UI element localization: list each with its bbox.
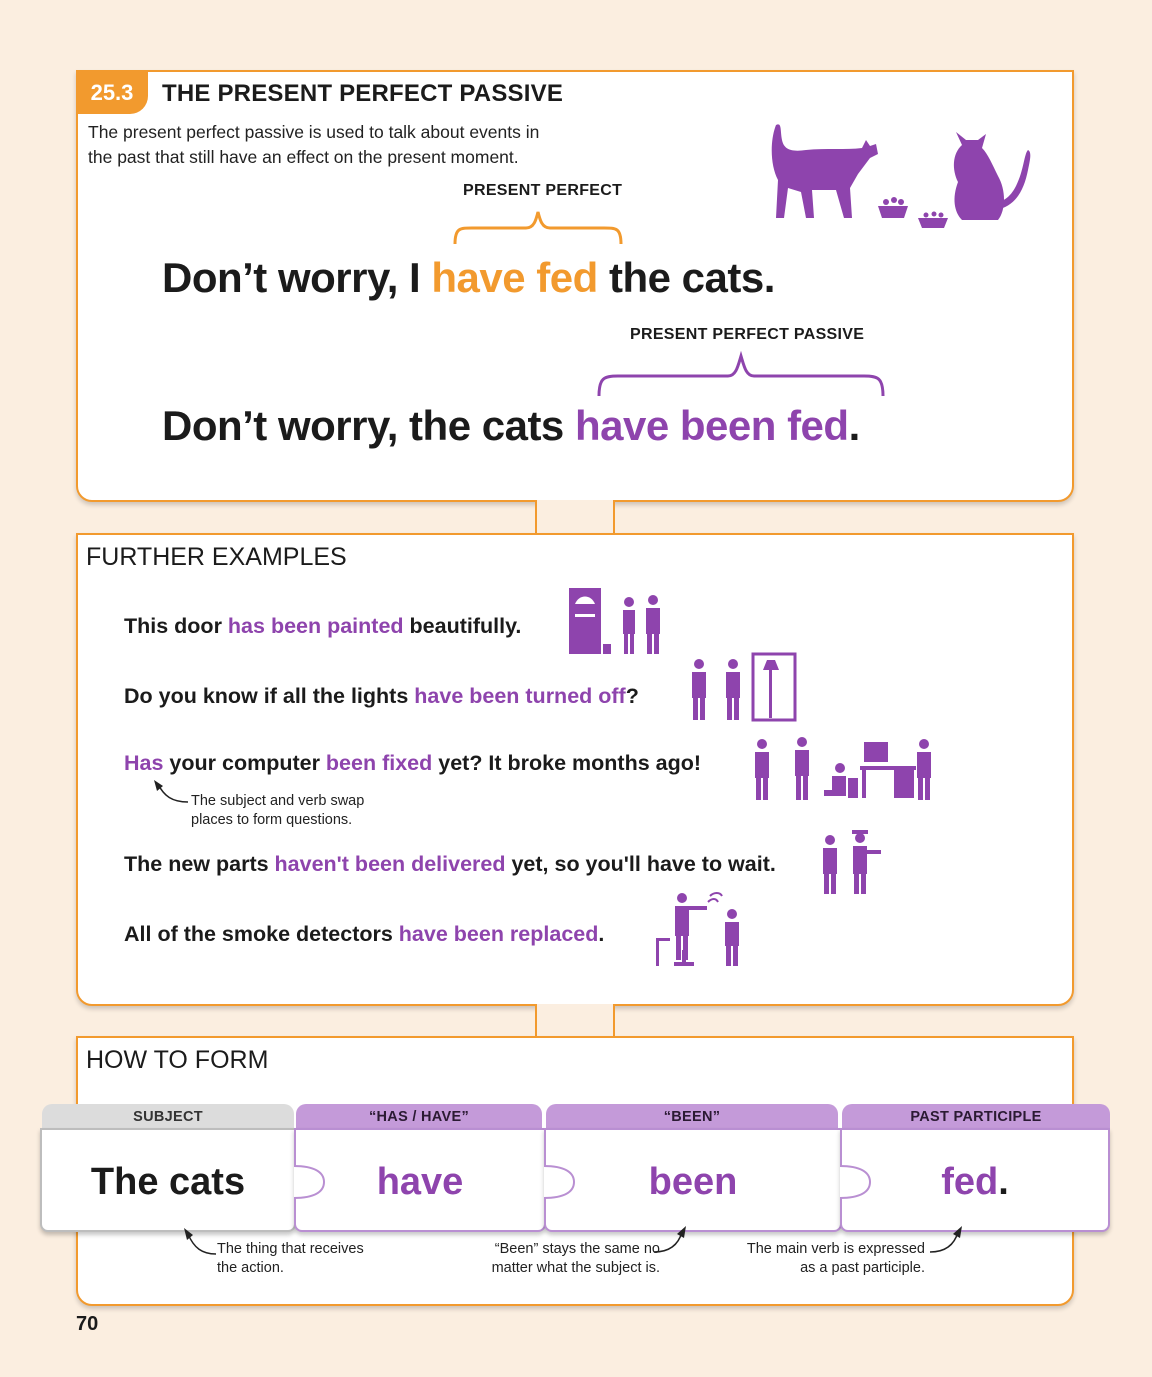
active-sentence	[162, 254, 775, 302]
ex-text: .	[598, 922, 605, 946]
ex-text: The new parts	[124, 852, 275, 876]
past-participle-column-header: PAST PARTICIPLE	[842, 1104, 1110, 1130]
painted-door-icon	[567, 586, 667, 656]
present-perfect-label: PRESENT PERFECT	[463, 182, 623, 199]
ex-highlight: has been painted	[227, 614, 404, 638]
ex-text: Do you know if all the lights	[124, 684, 415, 708]
smoke-detector-icon	[652, 888, 748, 970]
passive-before: Don’t worry, the cats	[162, 402, 575, 449]
example-sentence-3	[124, 751, 701, 776]
subject-cell: The cats	[40, 1128, 296, 1232]
participle-note: The main verb is expressed as a past participle.	[746, 1241, 925, 1276]
present-perfect-passive-label: PRESENT PERFECT PASSIVE	[630, 326, 865, 343]
ex-text: yet, so you'll have to wait.	[505, 852, 776, 876]
ex-text: ?	[625, 684, 639, 708]
participle-word: fed	[941, 1161, 999, 1203]
example-sentence-2	[124, 684, 639, 709]
lights-off-icon	[683, 652, 799, 722]
page-number: 70	[76, 1313, 99, 1335]
ex-highlight: been fixed	[325, 751, 433, 775]
has-have-column-header: “HAS / HAVE”	[296, 1104, 542, 1130]
ex-text: This door	[124, 614, 228, 638]
how-to-form-heading: HOW TO FORM	[86, 1046, 269, 1074]
ex-text: yet? It broke months ago!	[432, 751, 702, 775]
been-note: “Been” stays the same no matter what the subject is.	[491, 1241, 660, 1276]
past-participle-cell	[840, 1128, 1110, 1232]
arrow-icon	[152, 778, 192, 808]
panel-connector	[535, 500, 615, 535]
section-number: 25.3	[76, 70, 148, 114]
active-highlight: have fed	[431, 254, 598, 301]
ex-highlight: Has	[124, 751, 164, 775]
brace-present-perfect	[452, 206, 624, 246]
puzzle-connector-icon	[542, 1162, 582, 1202]
ex-text: your computer	[163, 751, 326, 775]
active-after: the cats.	[597, 254, 775, 301]
passive-highlight: have been fed	[574, 402, 849, 449]
subject-note: The thing that receives the action.	[217, 1241, 364, 1276]
ex-highlight: have been turned off	[414, 684, 626, 708]
example-sentence-4	[124, 852, 776, 877]
section-title: THE PRESENT PERFECT PASSIVE	[162, 80, 564, 107]
delivery-icon	[816, 828, 886, 896]
arrow-icon	[926, 1222, 966, 1258]
passive-after: .	[848, 402, 860, 449]
question-note: The subject and verb swap places to form questions.	[191, 793, 365, 828]
been-column-header: “BEEN”	[546, 1104, 838, 1130]
computer-repair-icon	[746, 734, 936, 802]
ex-text: beautifully.	[403, 614, 522, 638]
been-cell: been	[544, 1128, 842, 1232]
arrow-icon	[180, 1224, 220, 1260]
further-examples-heading: FURTHER EXAMPLES	[86, 543, 347, 571]
has-have-cell: have	[294, 1128, 546, 1232]
brace-present-perfect-passive	[596, 350, 886, 398]
subject-column-header: SUBJECT	[42, 1104, 294, 1130]
example-sentence-5	[124, 922, 604, 947]
puzzle-connector-icon	[292, 1162, 332, 1202]
section-intro: The present perfect passive is used to talk about events in the past that still have an effect on the present moment.	[88, 122, 540, 167]
cats-illustration	[766, 110, 1036, 230]
participle-period: .	[998, 1161, 1009, 1203]
puzzle-connector-icon	[838, 1162, 878, 1202]
active-before: Don’t worry, I	[162, 254, 432, 301]
ex-text: All of the smoke detectors	[124, 922, 399, 946]
passive-sentence	[162, 402, 860, 450]
panel-connector	[535, 1004, 615, 1038]
ex-highlight: have been replaced	[398, 922, 599, 946]
ex-highlight: haven't been delivered	[274, 852, 506, 876]
example-sentence-1	[124, 614, 521, 639]
